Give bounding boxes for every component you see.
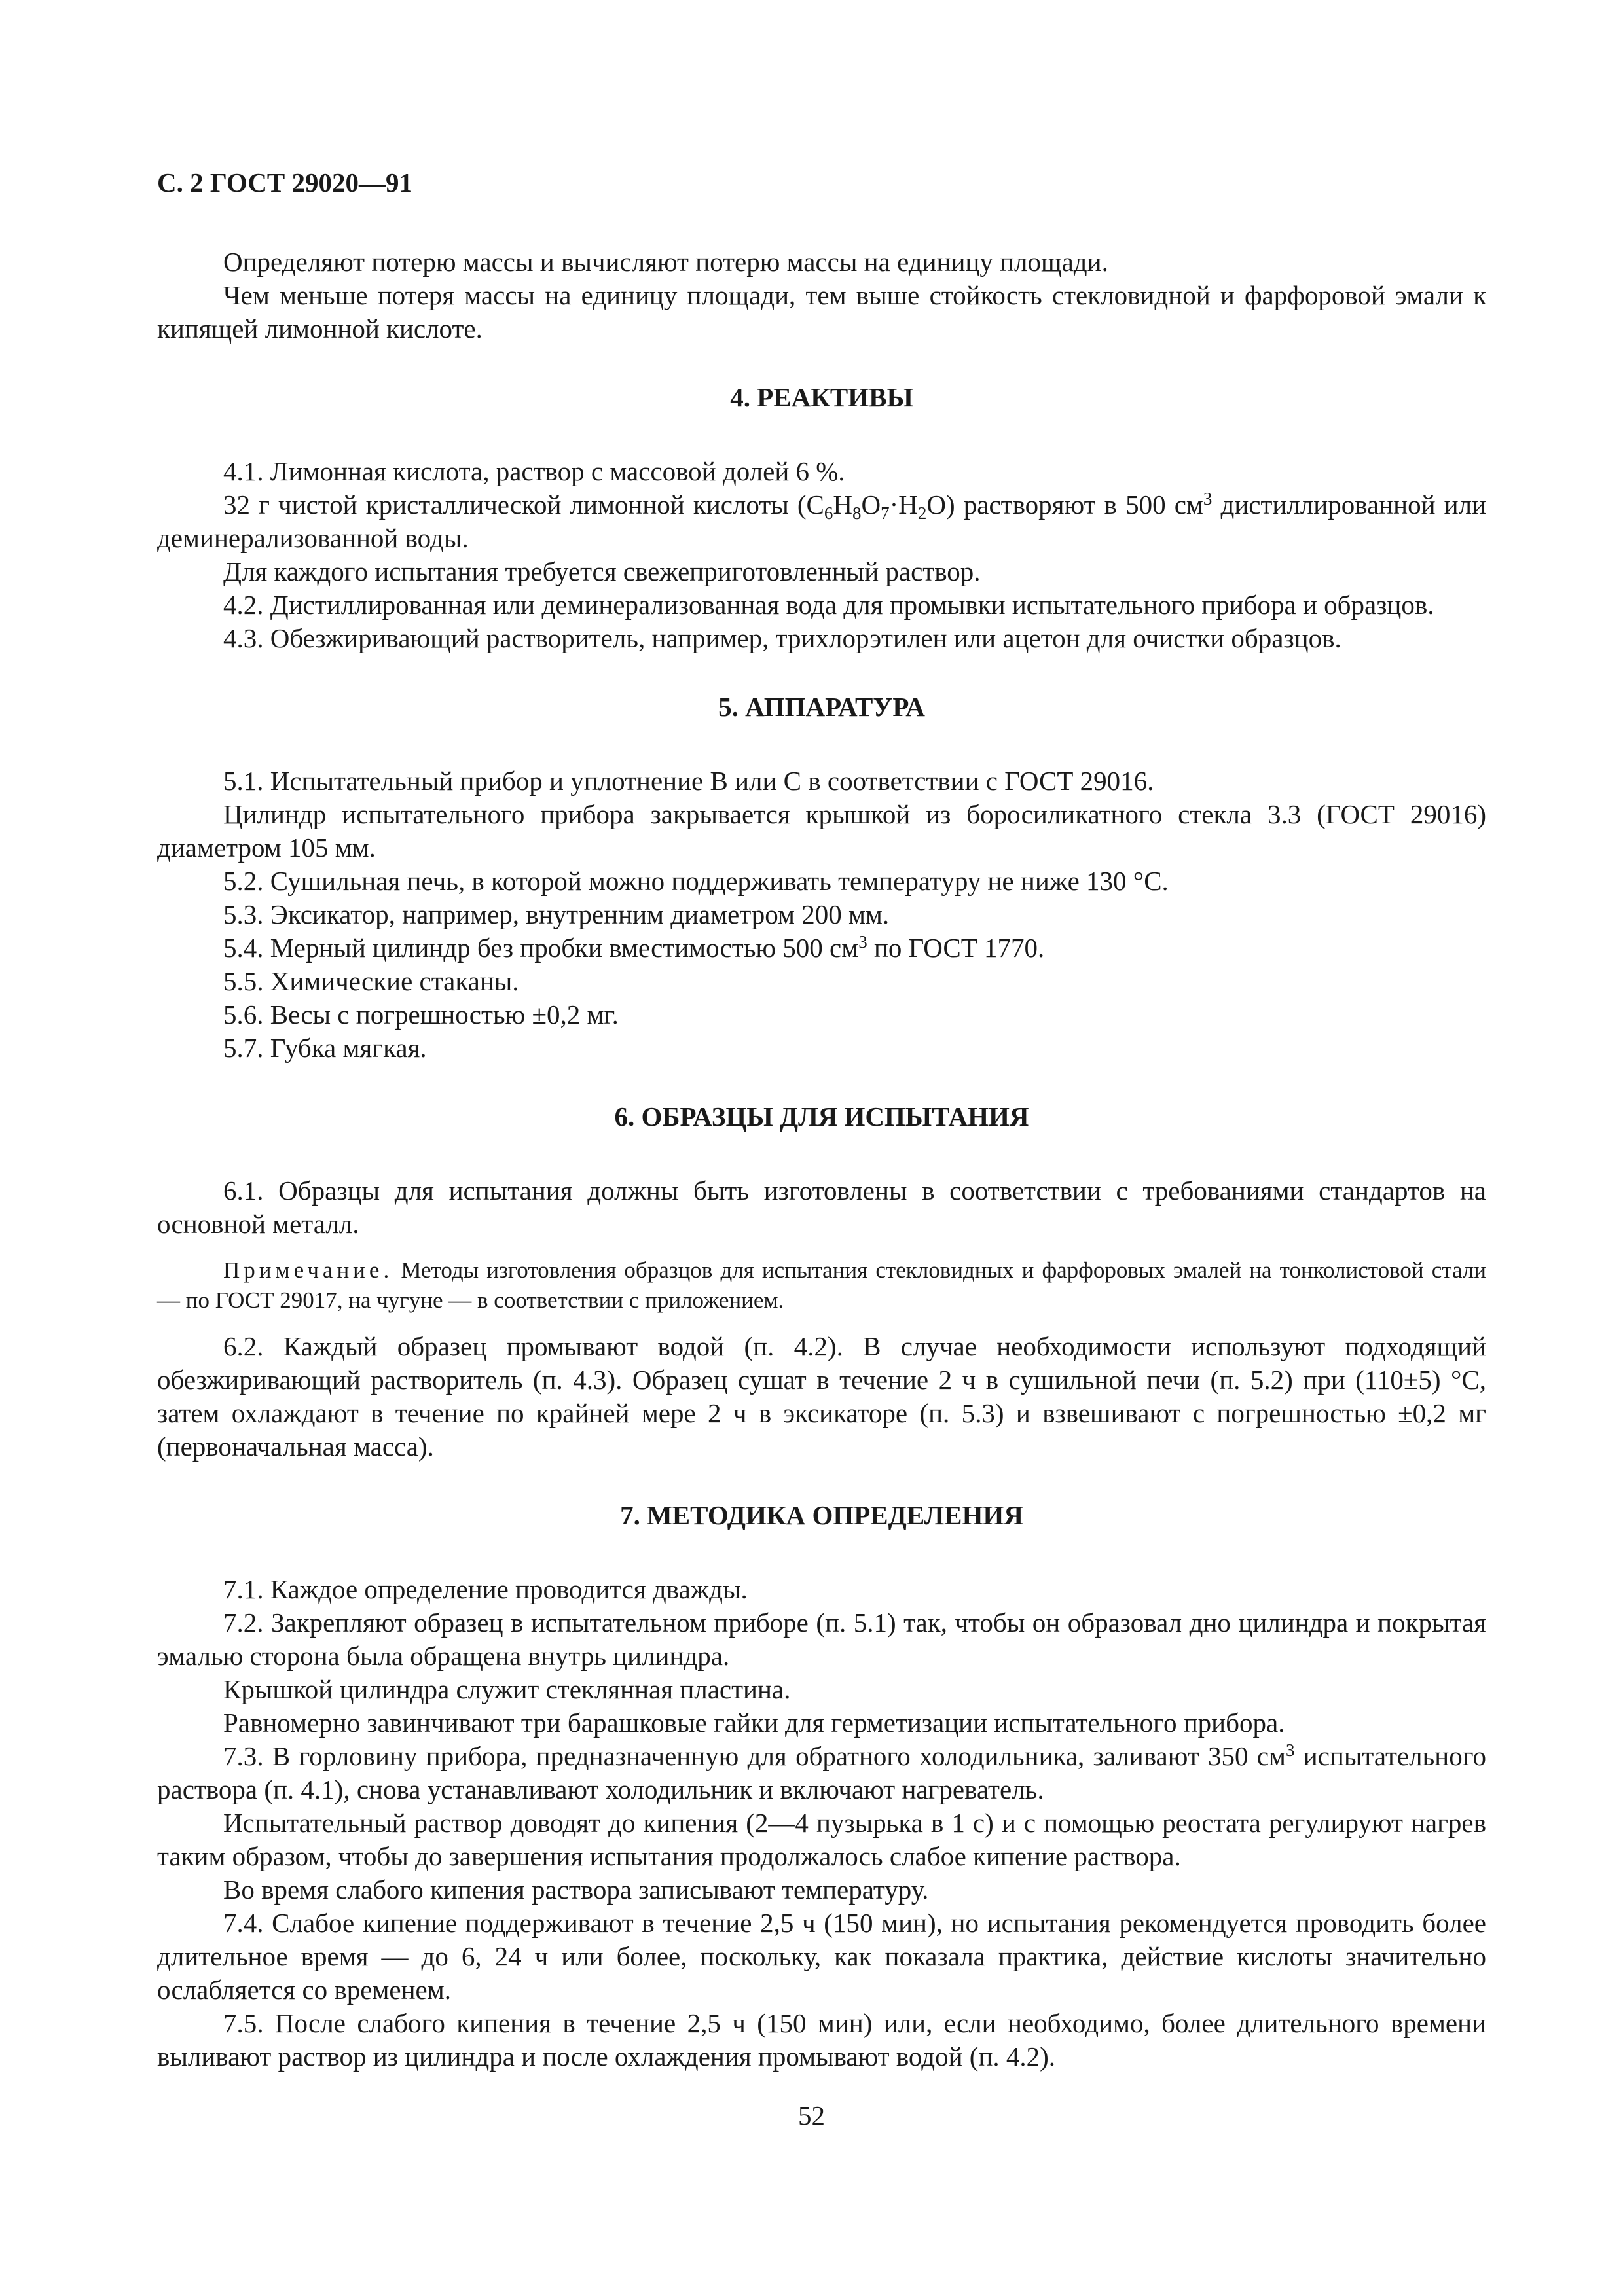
note-label: Примечание. xyxy=(223,1257,393,1283)
paragraph-7-2: 7.2. Закрепляют образец в испытательном приборе (п. 5.1) так, чтобы он образовал дно цилиндра и покрытая эмалью сторона была обращена внутрь цилиндра. xyxy=(157,1607,1486,1671)
page-header: С. 2 ГОСТ 29020—91 xyxy=(157,168,413,198)
paragraph-6-1: 6.1. Образцы для испытания должны быть изготовлены в соответствии с требованиями стандартов на основной металл. xyxy=(157,1175,1486,1239)
paragraph-7-2-cover: Крышкой цилиндра служит стеклянная пластина. xyxy=(223,1674,791,1704)
paragraph-7-3: 7.3. В горловину прибора, предназначенную для обратного холодильника, заливают 350 $см^3$ испытательного раствора (п. 4.1), снова устанавливают холодильник и включают нагреватель. xyxy=(157,1740,1486,1804)
paragraph-5-4: 5.4. Мерный цилиндр без пробки вместимостью 500 $см^3$ по ГОСТ 1770. xyxy=(223,932,1045,963)
paragraph-6-2: 6.2. Каждый образец промывают водой (п. 4.2). В случае необходимости используют подходящий обезжиривающий растворитель (п. 4.3). Образец сушат в течение 2 ч в сушильной печи (п. 5.2) при (110±5) °С, затем охлаждают в течение по крайней мере 2 ч в эксикаторе (п. 5.3) и взвешивают с погрешностью ±0,2 мг (первоначальная масса). xyxy=(157,1331,1486,1462)
intro-paragraph-2: Чем меньше потеря массы на единицу площади, тем выше стойкость стекловидной и фарфоровой эмали к кипящей лимонной кислоте. xyxy=(157,280,1486,344)
paragraph-7-2-nuts: Равномерно завинчивают три барашковые гайки для герметизации испытательного прибора. xyxy=(223,1708,1285,1738)
section-6-title: 6. ОБРАЗЦЫ ДЛЯ ИСПЫТАНИЯ xyxy=(614,1102,1029,1132)
paragraph-4-1-formula: 32 г чистой кристаллической лимонной кислоты $(C_6H_8O_7\cdot H_2O)$ растворяют в 500 $см^3$ дистиллированной или деминерализованной воды. xyxy=(157,489,1487,553)
paragraph-5-5: 5.5. Химические стаканы. xyxy=(223,966,519,996)
intro-paragraph-1: Определяют потерю массы и вычисляют потерю массы на единицу площади. xyxy=(223,247,1108,277)
paragraph-7-3-temperature: Во время слабого кипения раствора записывают температуру. xyxy=(223,1874,929,1905)
paragraph-7-3-boiling: Испытательный раствор доводят до кипения (2—4 пузырька в 1 с) и с помощью реостата регулируют нагрев таким образом, чтобы до завершения испытания продолжалось слабое кипение раствора. xyxy=(157,1808,1486,1871)
paragraph-7-1: 7.1. Каждое определение проводится дважды. xyxy=(223,1574,748,1604)
paragraph-5-2: 5.2. Сушильная печь, в которой можно поддерживать температуру не ниже 130 °С. xyxy=(223,866,1169,896)
section-7-title: 7. МЕТОДИКА ОПРЕДЕЛЕНИЯ xyxy=(620,1500,1023,1530)
paragraph-7-4: 7.4. Слабое кипение поддерживают в течение 2,5 ч (150 мин), но испытания рекомендуется проводить более длительное время — до 6, 24 ч или более, поскольку, как показала практика, действие кислоты значительно ослабляется со временем. xyxy=(157,1908,1486,2005)
paragraph-4-1: 4.1. Лимонная кислота, раствор с массовой долей 6 %. xyxy=(223,456,845,486)
section-5-title: 5. АППАРАТУРА xyxy=(718,692,925,722)
paragraph-5-1-detail: Цилиндр испытательного прибора закрывается крышкой из боросиликатного стекла 3.3 (ГОСТ 29016) диаметром 105 мм. xyxy=(157,799,1486,863)
note-paragraph: Примечание. Методы изготовления образцов для испытания стекловидных и фарфоровых эмалей на тонколистовой стали — по ГОСТ 29017, на чугуне — в соответствии с приложением. xyxy=(157,1257,1486,1313)
paragraph-5-1: 5.1. Испытательный прибор и уплотнение В или С в соответствии с ГОСТ 29016. xyxy=(223,766,1154,796)
document-page xyxy=(157,167,1486,2073)
paragraph-5-6: 5.6. Весы с погрешностью ±0,2 мг. xyxy=(223,999,619,1030)
paragraph-5-7: 5.7. Губка мягкая. xyxy=(223,1033,427,1063)
paragraph-4-1-note: Для каждого испытания требуется свежеприготовленный раствор. xyxy=(223,556,981,586)
page-number: 52 xyxy=(798,2100,825,2130)
paragraph-4-3: 4.3. Обезжиривающий растворитель, например, трихлорэтилен или ацетон для очистки образцов. xyxy=(223,623,1341,653)
paragraph-4-2: 4.2. Дистиллированная или деминерализованная вода для промывки испытательного прибора и образцов. xyxy=(223,590,1434,620)
section-4-title: 4. РЕАКТИВЫ xyxy=(730,382,913,412)
paragraph-5-3: 5.3. Эксикатор, например, внутренним диаметром 200 мм. xyxy=(223,899,890,929)
paragraph-7-5: 7.5. После слабого кипения в течение 2,5 ч (150 мин) или, если необходимо, более длительного времени выливают раствор из цилиндра и после охлаждения промывают водой (п. 4.2). xyxy=(157,2008,1486,2072)
